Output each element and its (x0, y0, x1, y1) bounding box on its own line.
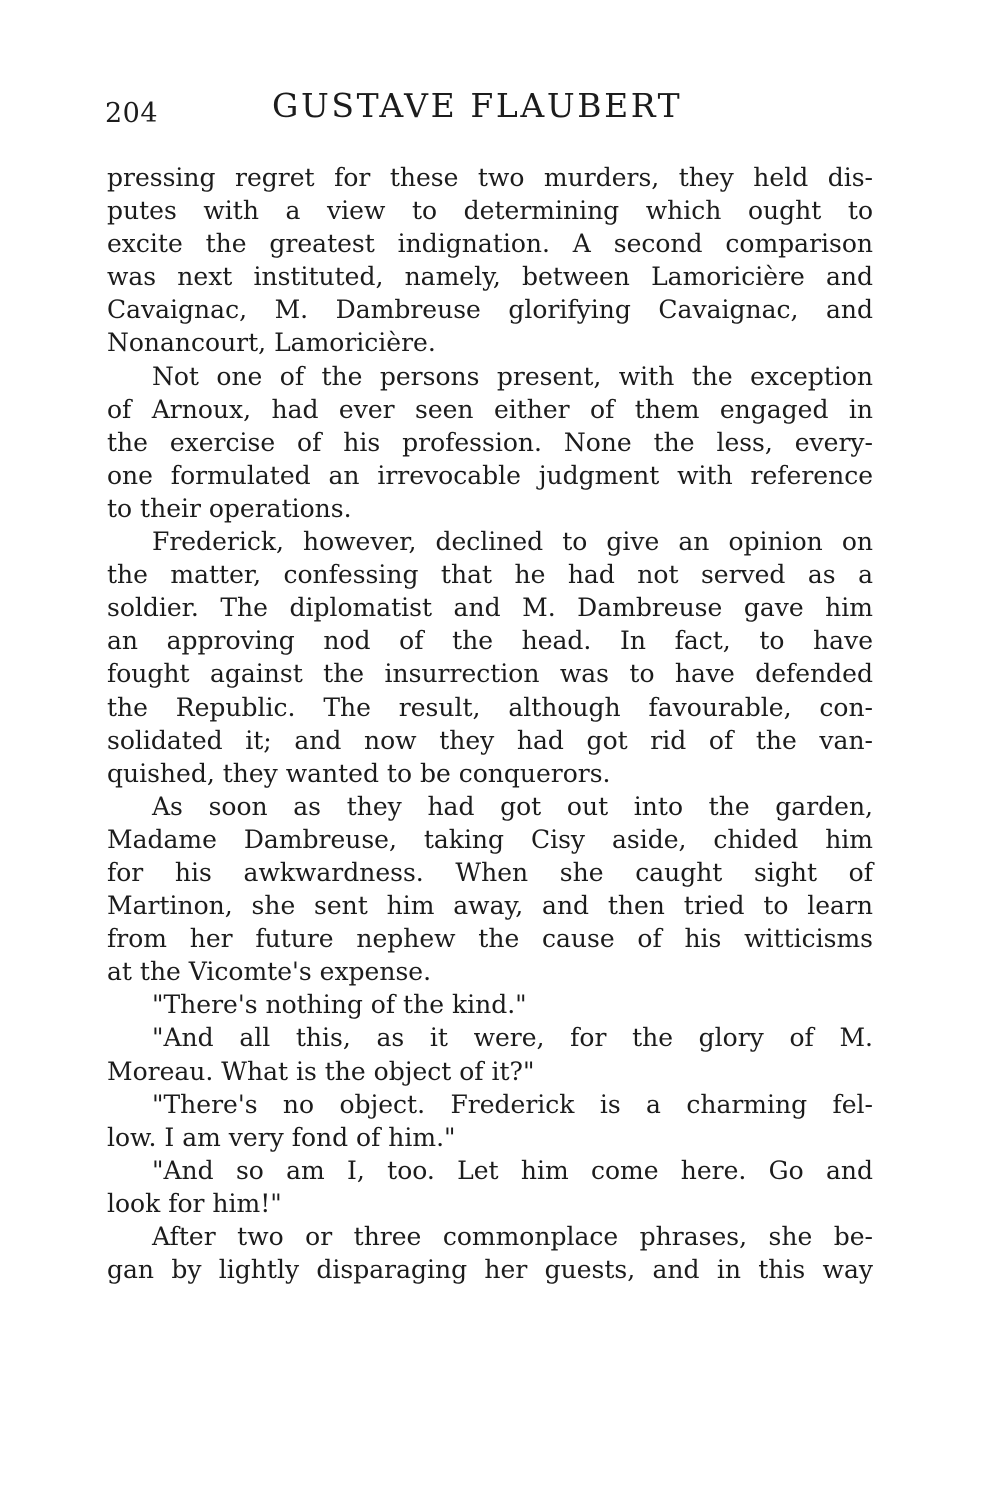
running-title-author: GUSTAVE FLAUBERT (272, 86, 683, 125)
text-line: Martinon, she sent him away, and then tried to learn (107, 891, 873, 921)
text-line: "And all this, as it were, for the glory of M. (152, 1023, 873, 1053)
text-line: look for him!" (107, 1188, 282, 1218)
text-line: "And so am I, too. Let him come here. Go and (152, 1155, 873, 1185)
text-line: After two or three commonplace phrases, she be- (152, 1222, 873, 1251)
text-line: the matter, confessing that he had not served as a (107, 560, 873, 590)
text-line: excite the greatest indignation. A second comparison (107, 229, 873, 259)
body-text (107, 161, 873, 1286)
text-line: Nonancourt, Lamoricière. (107, 328, 436, 358)
text-line: Frederick, however, declined to give an opinion on (152, 527, 873, 557)
text-line: one formulated an irrevocable judgment with reference (107, 460, 873, 490)
text-line: "There's no object. Frederick is a charming fel- (152, 1089, 873, 1119)
text-line: Madame Dambreuse, taking Cisy aside, chided him (107, 824, 873, 854)
text-line: solidated it; and now they had got rid of the van- (107, 725, 873, 755)
text-line: "There's nothing of the kind." (152, 990, 527, 1020)
text-line: putes with a view to determining which ought to (107, 196, 873, 226)
running-head (105, 86, 885, 136)
text-line: As soon as they had got out into the garden, (152, 791, 873, 821)
text-line: fought against the insurrection was to have defended (107, 659, 873, 689)
text-line: an approving nod of the head. In fact, to have (107, 626, 873, 656)
page-number: 204 (105, 98, 159, 129)
text-line: low. I am very fond of him." (107, 1122, 456, 1152)
text-line: was next instituted, namely, between Lamoricière and (107, 262, 873, 292)
text-line: the exercise of his profession. None the less, every- (107, 427, 873, 457)
text-line: Moreau. What is the object of it?" (107, 1056, 535, 1086)
text-line: for his awkwardness. When she caught sight of (107, 857, 873, 887)
text-line: Cavaignac, M. Dambreuse glorifying Cavaignac, and (107, 295, 873, 325)
text-line: of Arnoux, had ever seen either of them engaged in (107, 394, 873, 424)
text-line: quished, they wanted to be conquerors. (107, 758, 611, 788)
text-line: pressing regret for these two murders, they held dis- (107, 163, 873, 192)
text-line: the Republic. The result, although favourable, con- (107, 692, 873, 722)
text-line: soldier. The diplomatist and M. Dambreuse gave him (107, 593, 873, 623)
text-line: gan by lightly disparaging her guests, and in this way (107, 1255, 873, 1285)
text-line: from her future nephew the cause of his witticisms (107, 924, 873, 954)
text-line: at the Vicomte's expense. (107, 957, 432, 987)
text-line: Not one of the persons present, with the exception (152, 361, 873, 391)
text-line: to their operations. (107, 493, 352, 523)
